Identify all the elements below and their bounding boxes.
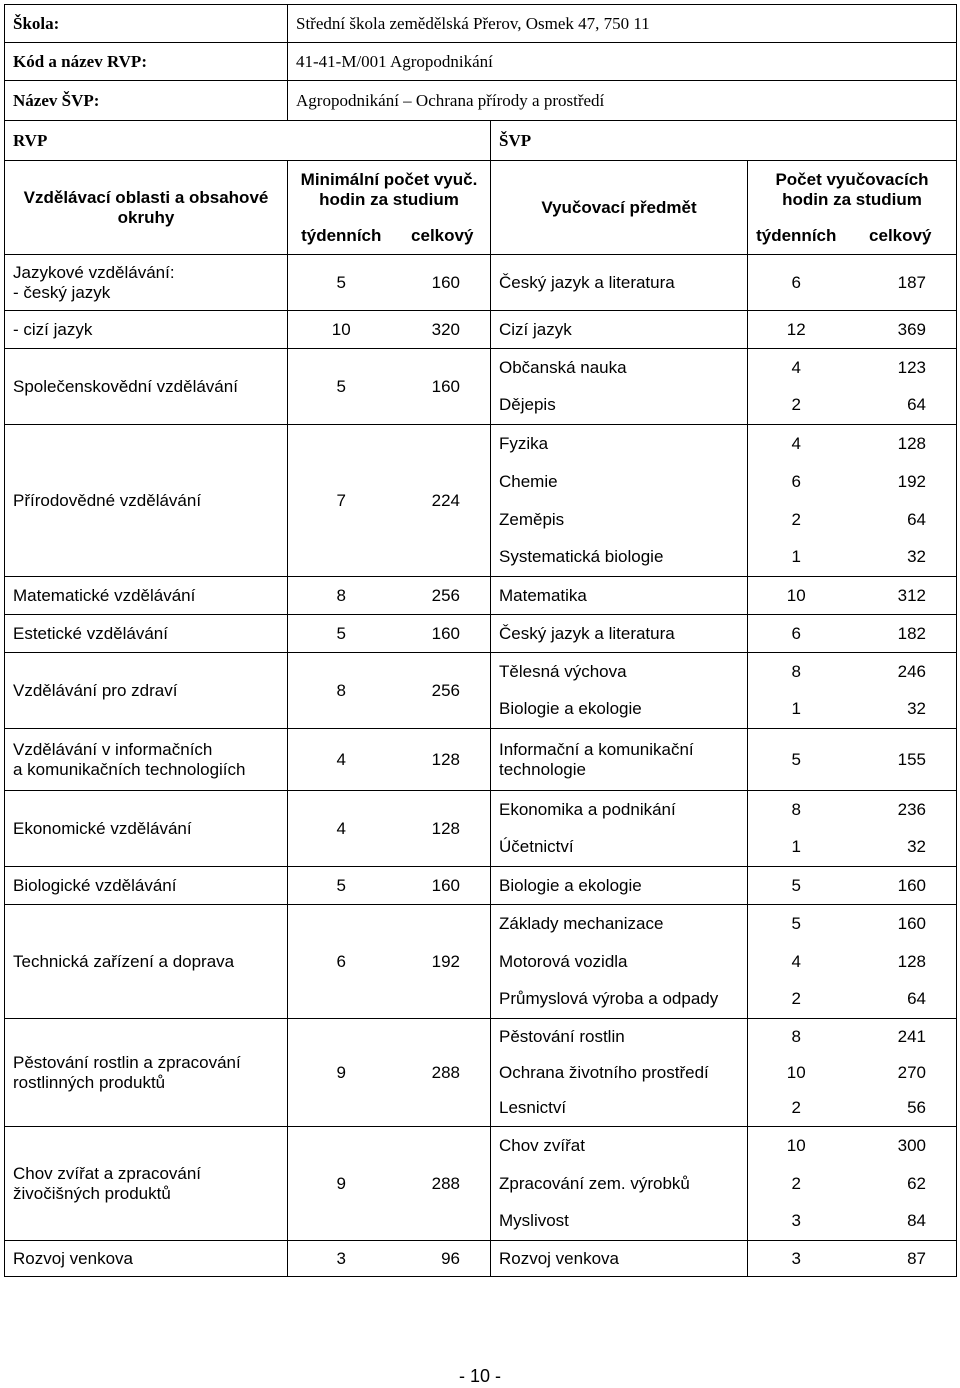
table-row — [5, 867, 957, 905]
page-number: - 10 - — [458, 1366, 501, 1386]
subject-weekly-hours: 1 — [748, 829, 845, 867]
subject-name: Český jazyk a literatura — [491, 615, 748, 653]
subject-weekly-hours: 2 — [748, 501, 845, 539]
area-total-hours: 160 — [395, 615, 491, 653]
subject-weekly-hours: 10 — [748, 577, 845, 615]
subject-name: Myslivost — [491, 1203, 748, 1241]
subject-total-hours: 32 — [845, 539, 957, 577]
table-row — [5, 1019, 957, 1055]
area-weekly-hours: 3 — [288, 1241, 395, 1277]
area-weekly-hours: 9 — [288, 1019, 395, 1127]
table-row — [5, 729, 957, 791]
area-name: Biologické vzdělávání — [5, 867, 288, 905]
area-total-hours: 256 — [395, 653, 491, 729]
area-total-hours: 256 — [395, 577, 491, 615]
subject-total-hours: 87 — [845, 1241, 957, 1277]
subject-total-hours: 32 — [845, 691, 957, 729]
area-name: Rozvoj venkova — [5, 1241, 288, 1277]
subject-weekly-hours: 2 — [748, 981, 845, 1019]
subject-name: Občanská nauka — [491, 349, 748, 387]
table-row — [5, 255, 957, 311]
subject-total-hours: 187 — [845, 255, 957, 311]
area-weekly-hours: 8 — [288, 653, 395, 729]
subject-header: Vyučovací předmět — [491, 161, 748, 255]
table-row — [5, 615, 957, 653]
subject-name: Tělesná výchova — [491, 653, 748, 691]
area-total-hours: 128 — [395, 729, 491, 791]
subject-name: Ekonomika a podnikání — [491, 791, 748, 829]
area-weekly-hours: 8 — [288, 577, 395, 615]
subject-weekly-hours: 8 — [748, 1019, 845, 1055]
table-row — [5, 349, 957, 387]
subject-weekly-hours: 4 — [748, 425, 845, 463]
svp-header: ŠVP — [491, 121, 957, 161]
subject-weekly-hours: 12 — [748, 311, 845, 349]
subject-name: Cizí jazyk — [491, 311, 748, 349]
subject-total-hours: 84 — [845, 1203, 957, 1241]
subject-total-hours: 160 — [845, 867, 957, 905]
subject-name: Zeměpis — [491, 501, 748, 539]
table-row — [5, 791, 957, 829]
svp-total-header: celkový — [845, 219, 957, 255]
subject-weekly-hours: 8 — [748, 791, 845, 829]
area-weekly-hours: 6 — [288, 905, 395, 1019]
area-total-hours: 128 — [395, 791, 491, 867]
svp-hours-header: Počet vyučovacích hodin za studium — [748, 161, 957, 219]
area-name: Pěstování rostlin a zpracování rostlinných produktů — [5, 1019, 288, 1127]
subject-weekly-hours: 3 — [748, 1241, 845, 1277]
subject-weekly-hours: 2 — [748, 1091, 845, 1127]
subject-weekly-hours: 5 — [748, 867, 845, 905]
subject-total-hours: 369 — [845, 311, 957, 349]
subject-total-hours: 192 — [845, 463, 957, 501]
subject-name: Motorová vozidla — [491, 943, 748, 981]
subject-total-hours: 56 — [845, 1091, 957, 1127]
subject-name: Pěstování rostlin — [491, 1019, 748, 1055]
subject-name: Biologie a ekologie — [491, 867, 748, 905]
subject-total-hours: 160 — [845, 905, 957, 943]
subject-weekly-hours: 6 — [748, 615, 845, 653]
rvp-code-label: Kód a název RVP: — [5, 43, 288, 81]
area-name: Ekonomické vzdělávání — [5, 791, 288, 867]
subject-name: Systematická biologie — [491, 539, 748, 577]
area-total-hours: 160 — [395, 867, 491, 905]
table-row — [5, 1241, 957, 1277]
subject-total-hours: 236 — [845, 791, 957, 829]
subject-weekly-hours: 1 — [748, 539, 845, 577]
subject-weekly-hours: 10 — [748, 1127, 845, 1165]
school-label: Škola: — [5, 5, 288, 43]
subject-weekly-hours: 10 — [748, 1055, 845, 1091]
subject-weekly-hours: 8 — [748, 653, 845, 691]
area-total-hours: 288 — [395, 1019, 491, 1127]
subject-total-hours: 128 — [845, 425, 957, 463]
svp-name-label: Název ŠVP: — [5, 81, 288, 121]
area-name: - cizí jazyk — [5, 311, 288, 349]
area-name: Vzdělávání v informačních a komunikačních technologiích — [5, 729, 288, 791]
subject-name: Český jazyk a literatura — [491, 255, 748, 311]
table-row — [5, 425, 957, 463]
subject-total-hours: 241 — [845, 1019, 957, 1055]
table-row — [5, 1127, 957, 1165]
subject-name: Fyzika — [491, 425, 748, 463]
rvp-weekly-header: týdenních — [288, 219, 395, 255]
table-row — [5, 905, 957, 943]
area-weekly-hours: 5 — [288, 867, 395, 905]
subject-name: Účetnictví — [491, 829, 748, 867]
subject-total-hours: 64 — [845, 501, 957, 539]
subject-name: Chemie — [491, 463, 748, 501]
subject-total-hours: 246 — [845, 653, 957, 691]
subject-name: Průmyslová výroba a odpady — [491, 981, 748, 1019]
subject-total-hours: 64 — [845, 981, 957, 1019]
subject-weekly-hours: 4 — [748, 349, 845, 387]
subject-weekly-hours: 6 — [748, 255, 845, 311]
area-total-hours: 160 — [395, 349, 491, 425]
table-row — [5, 311, 957, 349]
subject-name: Matematika — [491, 577, 748, 615]
area-name: Společenskovědní vzdělávání — [5, 349, 288, 425]
min-hours-header: Minimální počet vyuč. hodin za studium — [288, 161, 491, 219]
curriculum-table — [4, 4, 957, 1277]
area-total-hours: 96 — [395, 1241, 491, 1277]
area-name: Vzdělávání pro zdraví — [5, 653, 288, 729]
area-weekly-hours: 5 — [288, 349, 395, 425]
subject-total-hours: 128 — [845, 943, 957, 981]
area-total-hours: 288 — [395, 1127, 491, 1241]
area-weekly-hours: 7 — [288, 425, 395, 577]
area-name: Technická zařízení a doprava — [5, 905, 288, 1019]
area-name: Chov zvířat a zpracování živočišných produktů — [5, 1127, 288, 1241]
subject-weekly-hours: 2 — [748, 1165, 845, 1203]
subject-name: Chov zvířat — [491, 1127, 748, 1165]
subject-weekly-hours: 6 — [748, 463, 845, 501]
subject-total-hours: 312 — [845, 577, 957, 615]
school-value: Střední škola zemědělská Přerov, Osmek 47, 750 11 — [288, 5, 957, 43]
area-total-hours: 224 — [395, 425, 491, 577]
area-weekly-hours: 5 — [288, 615, 395, 653]
subject-weekly-hours: 4 — [748, 943, 845, 981]
subject-weekly-hours: 5 — [748, 905, 845, 943]
table-row — [5, 577, 957, 615]
area-weekly-hours: 4 — [288, 791, 395, 867]
area-header: Vzdělávací oblasti a obsahové okruhy — [5, 161, 288, 255]
subject-total-hours: 62 — [845, 1165, 957, 1203]
area-weekly-hours: 9 — [288, 1127, 395, 1241]
rvp-code-value: 41-41-M/001 Agropodnikání — [288, 43, 957, 81]
area-weekly-hours: 10 — [288, 311, 395, 349]
area-name: Matematické vzdělávání — [5, 577, 288, 615]
subject-weekly-hours: 5 — [748, 729, 845, 791]
subject-name: Dějepis — [491, 387, 748, 425]
subject-weekly-hours: 3 — [748, 1203, 845, 1241]
subject-total-hours: 270 — [845, 1055, 957, 1091]
subject-name: Zpracování zem. výrobků — [491, 1165, 748, 1203]
area-total-hours: 320 — [395, 311, 491, 349]
table-row — [5, 653, 957, 691]
subject-name: Ochrana životního prostředí — [491, 1055, 748, 1091]
subject-name: Informační a komunikační technologie — [491, 729, 748, 791]
area-weekly-hours: 5 — [288, 255, 395, 311]
area-weekly-hours: 4 — [288, 729, 395, 791]
area-name: Estetické vzdělávání — [5, 615, 288, 653]
svp-weekly-header: týdenních — [748, 219, 845, 255]
subject-weekly-hours: 1 — [748, 691, 845, 729]
svp-name-value: Agropodnikání – Ochrana přírody a prostředí — [288, 81, 957, 121]
subject-total-hours: 32 — [845, 829, 957, 867]
subject-total-hours: 64 — [845, 387, 957, 425]
subject-name: Biologie a ekologie — [491, 691, 748, 729]
area-total-hours: 192 — [395, 905, 491, 1019]
subject-total-hours: 123 — [845, 349, 957, 387]
subject-total-hours: 182 — [845, 615, 957, 653]
subject-total-hours: 155 — [845, 729, 957, 791]
rvp-header: RVP — [5, 121, 491, 161]
subject-weekly-hours: 2 — [748, 387, 845, 425]
area-name: Jazykové vzdělávání: - český jazyk — [5, 255, 288, 311]
subject-name: Lesnictví — [491, 1091, 748, 1127]
subject-name: Základy mechanizace — [491, 905, 748, 943]
rvp-total-header: celkový — [395, 219, 491, 255]
subject-name: Rozvoj venkova — [491, 1241, 748, 1277]
subject-total-hours: 300 — [845, 1127, 957, 1165]
area-total-hours: 160 — [395, 255, 491, 311]
area-name: Přírodovědné vzdělávání — [5, 425, 288, 577]
